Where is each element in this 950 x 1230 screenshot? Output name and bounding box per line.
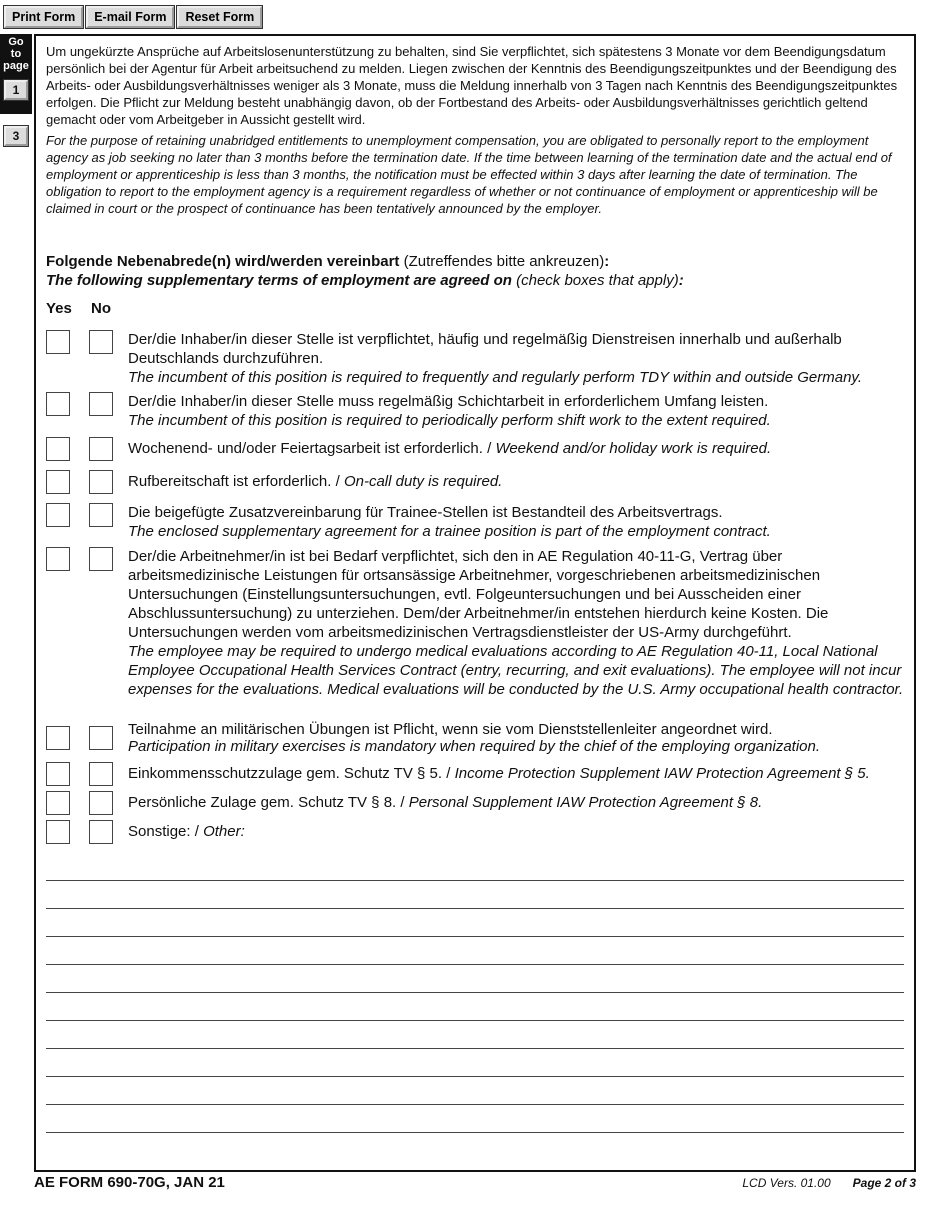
other-text-line[interactable] bbox=[46, 1020, 904, 1021]
yes-checkbox[interactable] bbox=[46, 470, 70, 494]
go-to-line: Go bbox=[8, 36, 24, 48]
term-english: The employee may be required to undergo medical evaluations according to AE Regulation 40-11, Local National Employee Occupational Health Services Contract (entry, recurring, and exit evaluations). The employee will not incur expenses for the evaluations. Medical evaluations will be conducted by the U.S. Army occupational health contractor. bbox=[128, 643, 904, 698]
form-identifier: AE FORM 690-70G, JAN 21 bbox=[34, 1174, 225, 1191]
other-text-line[interactable] bbox=[46, 964, 904, 965]
intro-german: Um ungekürzte Ansprüche auf Arbeitslosenunterstützung zu behalten, sind Sie verpflichtet, sich spätestens 3 Monate vor dem Beendigungsdatum persönlich bei der Agentur für Arbeit arbeitsuchend zu melden. Liegen zwischen der Kenntnis des Beendigungszeitpunktes und der Beendigung des Arbeits- oder Ausbildungsverhältnisses weniger als 3 Monate, muss die Meldung innerhalb von 3 Tagen nach Kenntnis des Beendigungszeitpunktes erfolgen. Die Pflicht zur Meldung besteht unabhängig davon, ob der Fortbestand des Arbeits- oder Ausbildungsverhältnisses gerichtlich geltend gemacht oder vom Arbeitgeber in Aussicht gestellt wird. bbox=[46, 44, 898, 127]
footer-right bbox=[742, 1176, 916, 1190]
no-checkbox[interactable] bbox=[89, 392, 113, 416]
term-text bbox=[128, 330, 910, 387]
yes-column-label: Yes bbox=[46, 300, 72, 317]
term-text bbox=[128, 439, 910, 458]
heading-german-bold: Folgende Nebenabrede(n) wird/werden vereinbart bbox=[46, 253, 400, 270]
term-english: Participation in military exercises is mandatory when required by the chief of the employing organization. bbox=[128, 738, 821, 755]
term-text bbox=[128, 764, 910, 783]
print-form-button[interactable]: Print Form bbox=[4, 6, 83, 28]
no-checkbox[interactable] bbox=[89, 503, 113, 527]
term-text bbox=[128, 503, 910, 541]
term-german: Einkommensschutzzulage gem. Schutz TV § 5. bbox=[128, 765, 443, 782]
term-text bbox=[128, 793, 910, 812]
yes-checkbox[interactable] bbox=[46, 330, 70, 354]
heading-english-note: (check boxes that apply) bbox=[511, 272, 679, 289]
term-german: Der/die Arbeitnehmer/in ist bei Bedarf verpflichtet, sich den in AE Regulation 40-11-G, Vertrag über arbeitsmedizinische Leistungen für ortsansässige Arbeitnehmer, vorgeschriebenen arbeitsmedizinischen Untersuchungen (Einstellungsuntersuchungen, evtl. Folgeuntersuchungen und bei Ausscheiden einer Abschlussuntersuchung) zu unterziehen. Dem/der Arbeitnehmer/in entstehen hierdurch keine Kosten. Die Untersuchungen werden vom arbeitsmedizinischen Vertragsdienstleister der US-Army durchgeführt. bbox=[128, 548, 829, 641]
term-english: The incumbent of this position is required to periodically perform shift work to the extent required. bbox=[128, 412, 771, 429]
heading-english-bold: The following supplementary terms of employment are agreed on bbox=[46, 272, 512, 289]
term-german: Persönliche Zulage gem. Schutz TV § 8. bbox=[128, 794, 397, 811]
yes-checkbox[interactable] bbox=[46, 547, 70, 571]
email-form-button[interactable]: E-mail Form bbox=[86, 6, 174, 28]
term-separator: / bbox=[396, 794, 409, 811]
intro-english: For the purpose of retaining unabridged entitlements to unemployment compensation, you are obligated to personally report to the employment agency as job seeking no later than 3 months before the termination date. If the time between learning of the termination date and the actual end of employment or apprenticeship is less than 3 months, the notification must be effected within 3 days after learning the date of termination. The obligation to report to the employment agency is a requirement regardless of whether or not continuance of employment or apprenticeship will be claimed in court or the prospect of continuance has been tentatively announced by the employer. bbox=[46, 133, 892, 216]
other-text-line[interactable] bbox=[46, 1076, 904, 1077]
no-checkbox[interactable] bbox=[89, 726, 113, 750]
go-to-page-label bbox=[0, 34, 32, 114]
term-english: The enclosed supplementary agreement for a trainee position is part of the employment contract. bbox=[128, 523, 771, 540]
heading-colon: : bbox=[604, 253, 610, 270]
term-text bbox=[128, 721, 910, 755]
no-checkbox[interactable] bbox=[89, 330, 113, 354]
no-column-label: No bbox=[91, 300, 111, 317]
yes-checkbox[interactable] bbox=[46, 437, 70, 461]
term-english: Income Protection Supplement IAW Protection Agreement § 5. bbox=[454, 765, 870, 782]
yes-checkbox[interactable] bbox=[46, 392, 70, 416]
term-separator: / bbox=[482, 440, 496, 457]
term-german: Die beigefügte Zusatzvereinbarung für Trainee-Stellen ist Bestandteil des Arbeitsvertrags. bbox=[128, 504, 723, 521]
section-heading-english bbox=[46, 271, 684, 290]
term-english: The incumbent of this position is required to frequently and regularly perform TDY within and outside Germany. bbox=[128, 369, 862, 386]
reset-form-button[interactable]: Reset Form bbox=[177, 6, 262, 28]
term-text bbox=[128, 472, 910, 491]
term-text bbox=[128, 547, 910, 699]
term-german: Sonstige: bbox=[128, 823, 191, 840]
go-to-line: to bbox=[10, 48, 22, 60]
section-heading-german bbox=[46, 252, 609, 271]
other-text-line[interactable] bbox=[46, 992, 904, 993]
term-text bbox=[128, 392, 910, 430]
heading-colon: : bbox=[678, 272, 684, 289]
term-separator: / bbox=[442, 765, 455, 782]
heading-german-note: (Zutreffendes bitte ankreuzen) bbox=[399, 253, 605, 270]
term-separator: / bbox=[331, 473, 344, 490]
term-german: Der/die Inhaber/in dieser Stelle ist verpflichtet, häufig und regelmäßig Dienstreisen innerhalb und außerhalb Deutschlands durchzuführen. bbox=[128, 331, 842, 367]
yes-checkbox[interactable] bbox=[46, 503, 70, 527]
other-text-line[interactable] bbox=[46, 1132, 904, 1133]
no-checkbox[interactable] bbox=[89, 437, 113, 461]
term-english: Personal Supplement IAW Protection Agreement § 8. bbox=[408, 794, 763, 811]
term-separator: / bbox=[190, 823, 204, 840]
go-to-page-3-button[interactable]: 3 bbox=[4, 126, 28, 146]
other-text-line[interactable] bbox=[46, 1048, 904, 1049]
no-checkbox[interactable] bbox=[89, 762, 113, 786]
other-text-line[interactable] bbox=[46, 908, 904, 909]
term-text bbox=[128, 822, 910, 841]
yes-checkbox[interactable] bbox=[46, 791, 70, 815]
go-to-line: page bbox=[3, 60, 29, 72]
term-english: Weekend and/or holiday work is required. bbox=[495, 440, 772, 457]
no-checkbox[interactable] bbox=[89, 470, 113, 494]
yes-checkbox[interactable] bbox=[46, 726, 70, 750]
yes-checkbox[interactable] bbox=[46, 762, 70, 786]
go-to-page-1-button[interactable]: 1 bbox=[4, 80, 28, 100]
term-german: Der/die Inhaber/in dieser Stelle muss regelmäßig Schichtarbeit in erforderlichem Umfang leisten. bbox=[128, 393, 769, 410]
page-number: Page 2 of 3 bbox=[852, 1176, 916, 1190]
term-english: On-call duty is required. bbox=[343, 473, 503, 490]
term-german: Teilnahme an militärischen Übungen ist Pflicht, wenn sie vom Dienststellenleiter angeordnet wird. bbox=[128, 721, 773, 738]
other-text-line[interactable] bbox=[46, 1104, 904, 1105]
term-german: Rufbereitschaft ist erforderlich. bbox=[128, 473, 332, 490]
other-text-line[interactable] bbox=[46, 936, 904, 937]
no-checkbox[interactable] bbox=[89, 547, 113, 571]
yes-checkbox[interactable] bbox=[46, 820, 70, 844]
form-toolbar bbox=[4, 6, 262, 28]
other-text-line[interactable] bbox=[46, 880, 904, 881]
term-german: Wochenend- und/oder Feiertagsarbeit ist erforderlich. bbox=[128, 440, 483, 457]
form-version: LCD Vers. 01.00 bbox=[742, 1176, 831, 1190]
no-checkbox[interactable] bbox=[89, 820, 113, 844]
term-english: Other: bbox=[203, 823, 245, 840]
no-checkbox[interactable] bbox=[89, 791, 113, 815]
